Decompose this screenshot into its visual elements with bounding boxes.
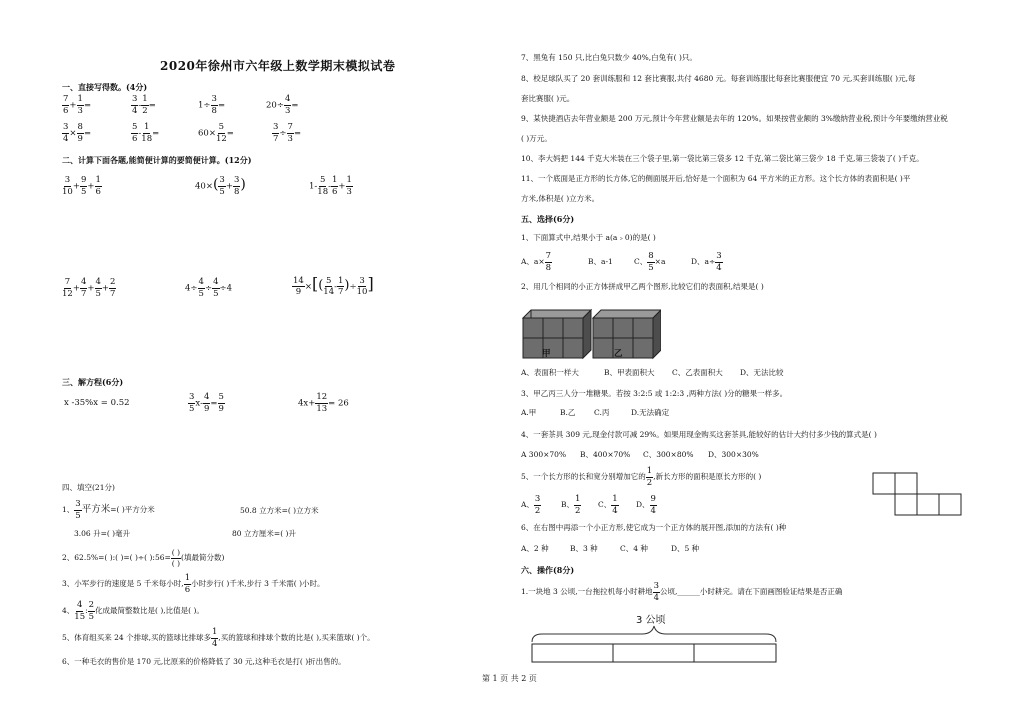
choice-6-option-a: A、2 种 [521, 544, 549, 553]
choice-2: 2、用几个相同的小正方体拼成甲乙两个图形,比较它们的表面积,结果是( ) [521, 282, 764, 291]
choice-6-option-d: D、5 种 [671, 544, 700, 553]
s4-q1b: 50.8 立方米=( )立方米 [240, 506, 319, 515]
s1-item-5: $\frac{3}{4}$ × $\frac{8}{9}$ = [63, 122, 92, 144]
choice-3-option-c: C.丙 [594, 408, 610, 417]
s2-expr-2: 40×( $\frac{3}{5}$ + $\frac{3}{8}$ ) [195, 175, 246, 197]
section-2-heading: 二、计算下面各题,能简便计算的要简便计算。(12分) [62, 155, 252, 165]
label-yi: 乙 [614, 349, 623, 359]
choice-2-option-c: C、乙表面积大 [672, 368, 723, 377]
s2-expr-6: $\frac{14}{9}$ ×[( $\frac{5}{14}$ - $\frac{1}{7}$ )÷ $\frac{3}{10}$ ] [293, 274, 374, 297]
page-title: 2020年徐州市六年级上数学期末模拟试卷 [160, 59, 396, 73]
choice-4-option-c: C、300×80% [643, 450, 694, 459]
q11-line2: 方米,体积是( )立方米。 [521, 194, 600, 203]
area-bar [532, 644, 776, 662]
cube-net-figure [872, 472, 964, 516]
choice-2-option-b: B、甲表面积大 [604, 368, 655, 377]
choice-2-option-d: D、无法比较 [740, 368, 784, 377]
s4-q1a: 1、 $\frac{3}{5}$ 平方米=( )平方分米 [62, 499, 155, 521]
choice-3-option-a: A.甲 [521, 408, 537, 417]
choice-5: 5、一个长方形的长和宽分别增加它的 $\frac{1}{2}$ ,新长方形的面积是原长方形的( ) [521, 466, 762, 488]
choice-3-option-d: D.无法确定 [631, 408, 670, 417]
s1-item-6: $\frac{5}{6}$ - $\frac{1}{18}$ = [132, 122, 160, 144]
s4-q1d: 80 立方厘米=( )升 [232, 529, 296, 538]
q8-line1: 8、校足球队买了 20 套训练服和 12 套比赛服,共付 4680 元。每套训练服比每套比赛服便宜 70 元,买套训练服( )元,每 [521, 74, 916, 83]
s4-q3: 3、小军步行的速度是 5 千米每小时, $\frac{1}{6}$ 小时步行( )千米,步行 3 千米需( )小时。 [62, 573, 325, 595]
s2-expr-5: 4÷ $\frac{4}{5}$ ÷ $\frac{4}{5}$ ÷4 [185, 277, 233, 299]
choice-1: 1、下面算式中,结果小于 a(a﹥0)的是( ) [521, 233, 656, 242]
operation-1: 1.一块地 3 公顷,一台拖拉机每小时耕地 $\frac{3}{4}$ 公顷,______小时耕完。请在下面画图验证结果是否正确 [521, 581, 843, 603]
cube-figure-yi [593, 310, 661, 358]
q10: 10、李大妈把 144 千克大米装在三个袋子里,第一袋比第三袋多 12 千克,第二袋比第三袋少 18 千克,第三袋装了( )千克。 [521, 154, 924, 163]
q11-line1: 11、一个底面是正方形的长方体,它的侧面展开后,恰好是一个面积为 64 平方米的正方形。这个长方体的表面积是( )平 [521, 174, 911, 183]
brace-icon [532, 626, 776, 642]
s2-expr-4: $\frac{7}{12}$ + $\frac{4}{7}$ + $\frac{4}{5}$ + $\frac{2}{7}$ [62, 277, 116, 299]
choice-6-option-b: B、3 种 [570, 544, 598, 553]
section-1-heading: 一、直接写得数。(4分) [62, 82, 148, 92]
s4-q2: 2、62.5%=( ):( )=( )÷( ):56= $\frac{( )}{( )}$ (填最简分数) [62, 548, 225, 568]
s4-q6: 6、一种毛衣的售价是 170 元,比原来的价格降低了 30 元,这种毛衣是打( )折出售的。 [62, 657, 346, 666]
s1-item-1: $\frac{7}{6}$ + $\frac{1}{3}$ = [63, 94, 92, 116]
s3-equation-2: $\frac{3}{5}$ x- $\frac{4}{9}$ = $\frac{5}{9}$ [189, 392, 224, 414]
s4-q1c: 3.06 升=( )毫升 [74, 529, 131, 538]
page-footer: 第 1 页 共 2 页 [482, 674, 537, 683]
choice-4-option-b: B、400×70% [580, 450, 631, 459]
choice-4-option-a: A 300×70% [521, 450, 567, 459]
choice-3: 3、甲乙丙三人分一堆糖果。若按 3:2:5 或 1:2:3 ,两种方法( )分的糖果一样多。 [521, 389, 788, 398]
s2-expr-1: $\frac{3}{10}$ + $\frac{9}{5}$ + $\frac{1}{6}$ [62, 175, 101, 197]
brace-label: 3 公顷 [636, 615, 666, 626]
s2-expr-3: 1- $\frac{5}{18}$ - $\frac{1}{6}$ + $\frac{1}{3}$ [309, 175, 352, 197]
s1-item-4: 20÷ $\frac{4}{3}$ = [266, 94, 299, 116]
s1-item-8: $\frac{3}{7}$ ÷ $\frac{7}{3}$ = [273, 122, 302, 144]
choice-4: 4、一套茶具 309 元,现金付款可减 29%。如果用现金购买这套茶具,能较好的估计大约付多少钱的算式是( ) [521, 430, 877, 439]
choice-3-option-b: B.乙 [560, 408, 576, 417]
s3-equation-3: 4x+ $\frac{12}{13}$ = 26 [298, 392, 349, 414]
section-5-heading: 五、选择(6分) [521, 214, 575, 224]
q8-line2: 套比赛服( )元。 [521, 94, 575, 103]
s1-item-3: 1÷ $\frac{3}{8}$ = [198, 94, 226, 116]
label-jia: 甲 [542, 349, 551, 359]
cube-figure-jia [523, 310, 591, 358]
q9-line1: 9、某快捷酒店去年营业额是 200 万元,预计今年营业额是去年的 120%。如果按营业额的 3%缴纳营业税,预计今年要缴纳营业税 [521, 114, 948, 123]
choice-2-option-a: A、表面积一样大 [521, 368, 579, 377]
section-6-heading: 六、操作(8分) [521, 565, 575, 575]
s4-q4: 4、 $\frac{4}{15}$ : $\frac{2}{5}$ 化成最简整数比是( ),比值是( )。 [62, 600, 204, 622]
s1-item-2: $\frac{3}{4}$ - $\frac{1}{2}$ = [132, 94, 156, 116]
q9-line2: ( )万元。 [521, 134, 552, 143]
section-3-heading: 三、解方程(6分) [62, 377, 124, 387]
choice-6: 6、在右图中再添一个小正方形,使它成为一个正方体的展开图,添加的方法有( )种 [521, 523, 787, 532]
section-4-heading: 四、填空(21分) [62, 483, 115, 492]
choice-6-option-c: C、4 种 [620, 544, 648, 553]
area-bar-diagram [530, 622, 778, 664]
q7: 7、黑兔有 150 只,比白兔只数少 40%,白兔有( )只。 [521, 53, 697, 62]
s1-item-7: 60× $\frac{5}{12}$ = [198, 122, 234, 144]
choice-4-option-d: D、300×30% [708, 450, 759, 459]
s3-equation-1: x -35%x = 0.52 [64, 398, 130, 408]
s4-q5: 5、体育组买来 24 个排球,买的篮球比排球多 $\frac{1}{4}$ ,买的篮球和排球个数的比是( ),买来篮球( )个。 [62, 627, 375, 649]
